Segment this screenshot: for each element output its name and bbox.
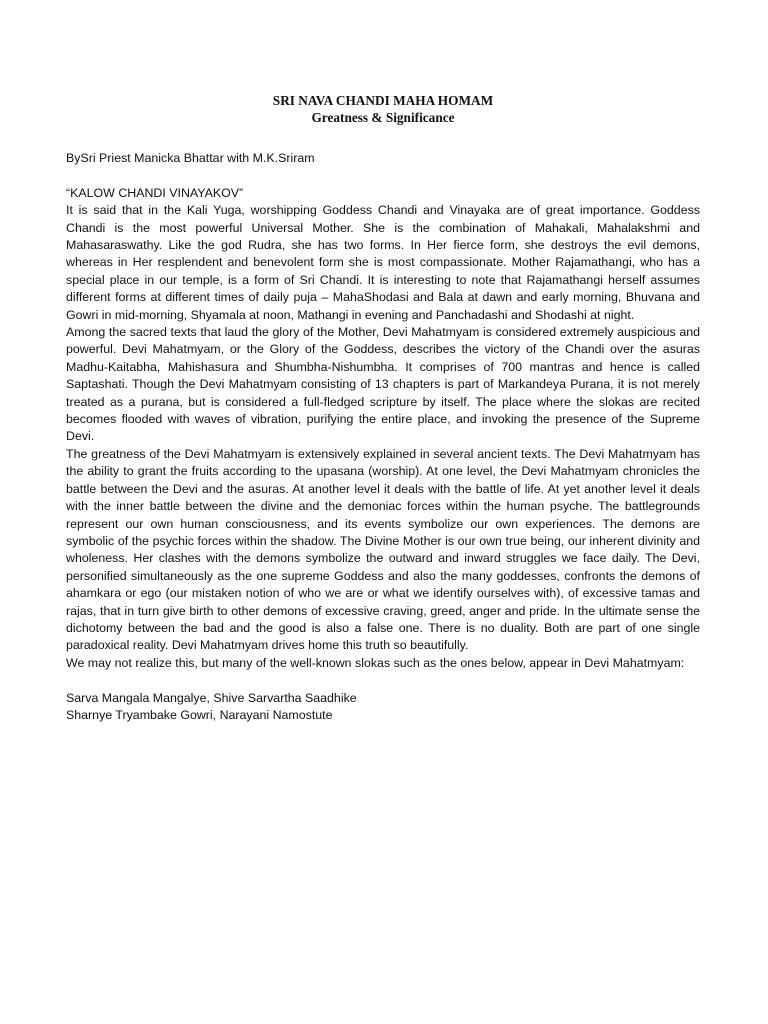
byline: BySri Priest Manicka Bhattar with M.K.Sriram bbox=[66, 151, 315, 165]
paragraph-2: Among the sacred texts that laud the glory of the Mother, Devi Mahatmyam is considered extremely auspicious and powerful. Devi Mahatmyam, or the Glory of the Goddess, describes the victory of the Chandi over the asuras Madhu-Kaitabha, Mahishasura and Shumbha-Nishumbha. It comprises of 700 mantras and hence is called Saptashati. Though the Devi Mahatmyam consisting of 13 chapters is part of Markandeya Purana, it is not merely treated as a purana, but is considered a full-fledged scripture by itself. The place where the slokas are recited becomes flooded with waves of vibration, purifying the entire place, and invoking the presence of the Supreme Devi. bbox=[66, 325, 700, 444]
paragraph-4: We may not realize this, but many of the well-known slokas such as the ones below, appear in Devi Mahatmyam: bbox=[66, 655, 685, 670]
quote-heading: “KALOW CHANDI VINAYAKOV” bbox=[66, 185, 244, 200]
verse-block bbox=[66, 690, 700, 725]
paragraph-3: The greatness of the Devi Mahatmyam is extensively explained in several ancient texts. The Devi Mahatmyam has the ability to grant the fruits according to the upasana (worship). At one level, the Devi Mahatmyam chronicles the battle between the Devi and the asuras. At another level it deals with the battle of life. At yet another level it deals with the inner battle between the divine and the demoniac forces within the human psyche. The battlegrounds represent our own human consciousness, and its events symbolize our own experiences. The demons are symbolic of the psychic forces within the shadow. The Divine Mother is our own true being, our inherent divinity and wholeness. Her clashes with the demons symbolize the outward and inward struggles we face daily. The Devi, personified simultaneously as the one supreme Goddess and also the many goddesses, confronts the demons of ahamkara or ego (our mistaken notion of who we are or what we identify ourselves with), of excessive tamas and rajas, that in turn give birth to other demons of excessive craving, greed, anger and pride. In the ultimate sense the dichotomy between the bad and the good is also a false one. There is no duality. Both are part of one single paradoxical reality. Devi Mahatmyam drives home this truth so beautifully. bbox=[66, 446, 700, 653]
document-title: SRI NAVA CHANDI MAHA HOMAM bbox=[272, 93, 494, 108]
paragraph-1: It is said that in the Kali Yuga, worshipping Goddess Chandi and Vinayaka are of great importance. Goddess Chandi is the most powerful Universal Mother. She is the combination of Mahakali, Mahalakshmi and Mahasaraswathy. Like the god Rudra, she has two forms. In Her fierce form, she destroys the evil demons, whereas in Her resplendent and benevolent form she is most compassionate. Mother Rajamathangi, who has a special place in our temple, is a form of Sri Chandi. It is interesting to note that Rajamathangi herself assumes different forms at different times of daily puja – MahaShodasi and Bala at dawn and early morning, Bhuvana and Gowri in mid-morning, Shyamala at noon, Mathangi in evening and Panchadashi and Shodashi at night. bbox=[66, 203, 700, 322]
verse-line-2: Sharnye Tryambake Gowri, Narayani Namostute bbox=[66, 707, 333, 722]
document-subtitle: Greatness & Significance bbox=[311, 110, 455, 125]
verse-line-1: Sarva Mangala Mangalye, Shive Sarvartha Saadhike bbox=[66, 690, 357, 705]
document-page bbox=[66, 92, 700, 724]
